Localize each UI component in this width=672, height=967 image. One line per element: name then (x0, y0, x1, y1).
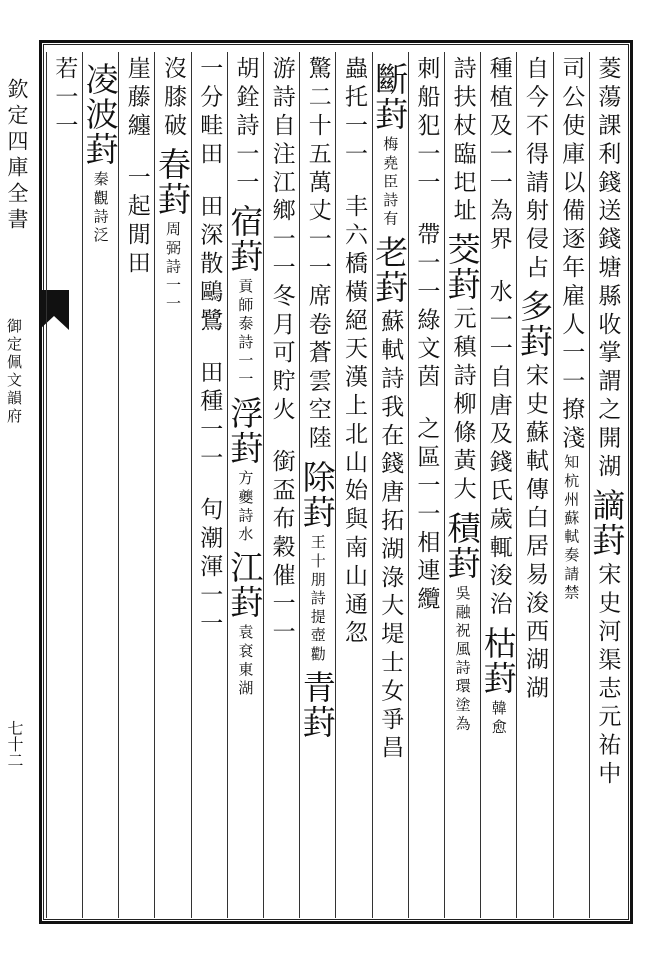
entry-headword: 江葑 (225, 550, 265, 621)
body-text: 刺船犯一一 (413, 56, 440, 198)
body-text: 丰六橋橫絕天漢上北山始與南山通忽 (340, 193, 367, 649)
text-column (191, 56, 227, 916)
body-text: 宋史河渠志元祐中 (594, 562, 621, 790)
entry-headword: 斷葑 (370, 62, 410, 132)
body-text: 胡銓詩一一 (232, 56, 259, 198)
citation-note: 秦觀詩泛 (91, 171, 110, 246)
body-text: 司公使庫以備逐年雇人一一撩淺 (558, 56, 585, 454)
body-text: 田深散鷗鷺 (196, 193, 223, 336)
entry-headword: 春葑 (152, 147, 192, 218)
body-text: 帶一一綠文茵 (413, 222, 440, 393)
margin-book-title: 欽定四庫全書 (5, 78, 29, 234)
text-column (408, 56, 444, 916)
body-text: 宋史蘇軾傳白居易浚西湖湖 (521, 363, 548, 705)
body-text: 一分畦田 (196, 56, 223, 170)
body-text: 崖藤纏 (123, 56, 150, 142)
body-text: 水一一自唐及錢氏歲輒浚治 (485, 278, 512, 620)
body-text: 自今不得請射侵占 (521, 56, 548, 284)
citation-note: 王十朋詩提壺勸 (308, 533, 327, 664)
entry-headword: 青葑 (297, 669, 337, 740)
citation-note: 袁袞東湖 (236, 624, 255, 699)
citation-note: 韓愈 (489, 699, 508, 737)
entry-headword: 枯葑 (478, 625, 518, 696)
text-column (299, 56, 335, 916)
margin-page-number: 七十二 (5, 720, 24, 768)
body-text: 句潮渾一一 (196, 497, 223, 640)
text-column (263, 56, 299, 916)
body-text: 之區一一相連纜 (413, 416, 440, 616)
entry-headword: 積葑 (442, 511, 482, 582)
citation-note: 知杭州蘇軾奏請禁 (562, 453, 581, 603)
text-column (372, 56, 408, 916)
entry-headword: 除葑 (297, 459, 337, 530)
entry-headword: 多葑 (514, 289, 554, 360)
body-text: 蟲托一一 (340, 56, 367, 170)
body-text: 游詩自注江鄉一一冬月可貯火 (268, 56, 295, 426)
body-text: 銜盃布穀催一一 (268, 449, 295, 649)
body-text: 菱蕩課利錢送錢塘縣收掌謂之開湖 (594, 56, 621, 482)
text-column (553, 56, 589, 916)
entry-headword: 謫葑 (587, 488, 627, 558)
entry-headword: 老葑 (370, 235, 410, 305)
body-text: 一起閒田 (123, 165, 150, 279)
entry-headword: 茭葑 (442, 232, 482, 303)
text-column (444, 56, 480, 916)
body-text: 詩扶杖臨圯址 (449, 56, 476, 227)
text-column (154, 56, 190, 916)
entry-headword: 浮葑 (225, 395, 265, 466)
citation-note: 方夔詩水 (236, 469, 255, 545)
body-text: 蘇軾詩我在錢唐拓湖淥大堤士女爭昌 (377, 309, 404, 764)
body-text: 種植及一一為界 (485, 56, 512, 255)
body-text: 若一一 (51, 56, 78, 142)
entry-headword: 凌波葑 (80, 62, 120, 167)
text-column (589, 56, 625, 916)
body-text: 驚二十五萬丈一一席卷蒼雲空陸 (304, 56, 331, 454)
margin-source-title: 御定佩文韻府 (5, 318, 23, 426)
text-column (227, 56, 263, 916)
body-text: 元稹詩柳條黃大 (449, 306, 476, 506)
text-column (335, 56, 371, 916)
entry-headword: 宿葑 (225, 204, 265, 274)
text-column (516, 56, 552, 916)
body-text: 沒膝破 (159, 56, 186, 142)
citation-note: 梅堯臣詩有 (381, 136, 400, 229)
citation-note: 貢師泰詩一一 (236, 278, 255, 390)
text-column (480, 56, 516, 916)
text-column (46, 56, 82, 916)
body-text: 田種一一 (196, 359, 223, 474)
citation-note: 吳融祝風詩環塗為 (453, 585, 472, 735)
text-column (118, 56, 154, 916)
citation-note: 周弼詩一一 (163, 221, 182, 315)
text-column (82, 56, 118, 916)
